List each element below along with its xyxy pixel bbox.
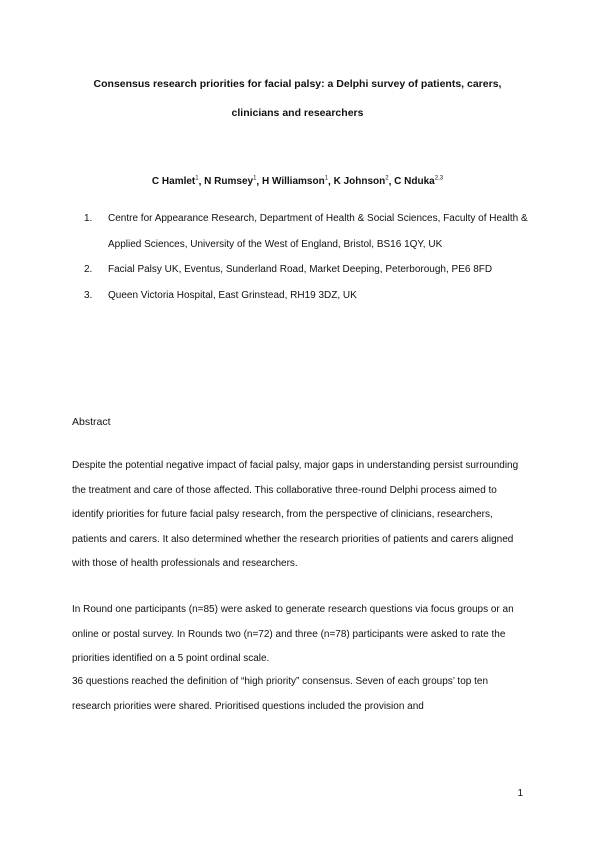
- abstract-paragraph: 36 questions reached the definition of “high priority” consensus. Seven of each groups’ top ten research priorities were shared. Prioritised questions included the provision and: [72, 676, 489, 712]
- page-number: 1: [517, 788, 523, 799]
- author-affiliation-mark: 1: [324, 176, 329, 182]
- affiliation-item: [84, 206, 534, 257]
- affiliation-item: [84, 283, 534, 309]
- author-affiliation-mark: 1: [195, 176, 199, 182]
- title-line-1: Consensus research priorities for facial palsy: a Delphi survey of patients, carers,: [93, 78, 502, 90]
- affiliation-number: 1.: [84, 213, 93, 224]
- title-line-2: clinicians and researchers: [231, 107, 364, 119]
- author: N Rumsey$^1$: [204, 176, 257, 188]
- affiliation-list: [84, 206, 534, 308]
- author: C Hamlet$^1$: [151, 176, 199, 188]
- affiliation-item: [84, 257, 534, 283]
- author-affiliation-mark: 2,3: [434, 176, 444, 182]
- affiliation-text: Queen Victoria Hospital, East Grinstead, RH19 3DZ, UK: [108, 289, 357, 301]
- author-list: C Hamlet$^1$, N Rumsey$^1$, H Williamson$^1$, K Johnson$^2$, C Nduka$^{2,3}$: [151, 176, 444, 188]
- abstract-heading: Abstract: [72, 416, 111, 428]
- abstract-paragraph: Despite the potential negative impact of facial palsy, major gaps in understanding persist surrounding the treatment and care of those affected. This collaborative three-round Delphi process aimed to identify priorities for future facial palsy research, from the perspective of clinicians, researchers, patients and carers. It also determined whether the research priorities of patients and carers aligned with those of health professionals and researchers.: [72, 460, 519, 569]
- affiliation-text: Centre for Appearance Research, Department of Health & Social Sciences, Faculty of Health & Applied Sciences, University of the West of England, Bristol, BS16 1QY, UK: [108, 213, 528, 250]
- affiliation-text: Facial Palsy UK, Eventus, Sunderland Road, Market Deeping, Peterborough, PE6 8FD: [108, 264, 493, 275]
- paper-title: [60, 70, 535, 128]
- author: K Johnson$^2$: [333, 176, 389, 188]
- author-affiliation-mark: 1: [253, 176, 257, 182]
- author: C Nduka$^{2,3}$: [394, 176, 444, 188]
- author: H Williamson$^1$: [261, 176, 329, 188]
- author-affiliation-mark: 2: [385, 176, 389, 182]
- affiliation-number: 3.: [84, 289, 93, 301]
- affiliation-number: 2.: [84, 264, 93, 275]
- abstract-paragraph: In Round one participants (n=85) were asked to generate research questions via focus groups or an online or postal survey. In Rounds two (n=72) and three (n=78) participants were asked to rate the priorities identified on a 5 point ordinal scale.: [72, 604, 514, 664]
